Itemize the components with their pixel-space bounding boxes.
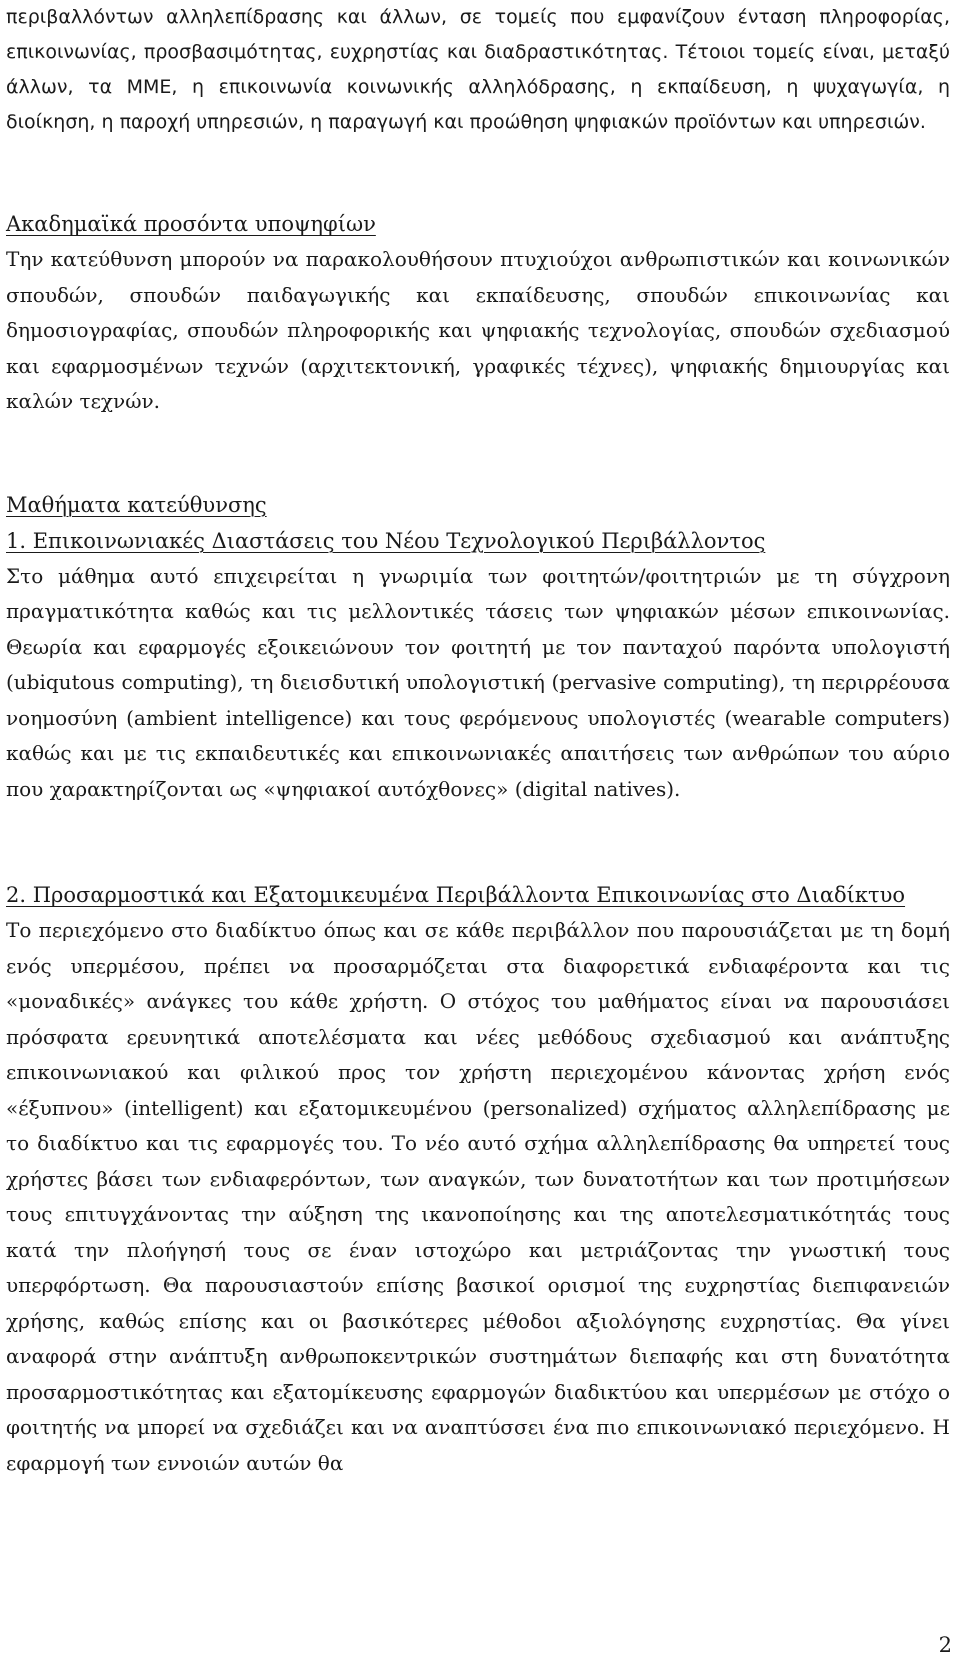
course-1-title: 1. Επικοινωνιακές Διαστάσεις του Νέου Τεχνολογικού Περιβάλλοντος: [6, 528, 766, 553]
page-number: 2: [938, 1633, 952, 1657]
spacer: [6, 140, 950, 206]
spacer: [6, 807, 950, 877]
course-2-title: 2. Προσαρμοστικά και Εξατομικευμένα Περιβάλλοντα Επικοινωνίας στο Διαδίκτυο: [6, 883, 906, 907]
course-1-paragraph: Στο μάθημα αυτό επιχειρείται η γνωριμία των φοιτητών/φοιτητριών με τη σύγχρονη πραγματικότητα καθώς και τις μελλοντικές τάσεις των ψηφιακών μέσων επικοινωνίας. Θεωρία και εφαρμογές εξοικειώνουν τον φοιτητή με τον πανταχού παρόντα υπολογιστή (ubiqutous computing), τη διεισδυτική υπολογιστική (pervasive computing), τη περιρρέουσα νοημοσύνη (ambient intelligence) και τους φερόμενους υπολογιστές (wearable computers) καθώς και με τις εκπαιδευτικές και επικοινωνιακές απαιτήσεις των ανθρώπων του αύριο που χαρακτηρίζονται ως «ψηφιακοί αυτόχθονες» (digital natives).: [6, 563, 950, 801]
course-2-paragraph: Το περιεχόμενο στο διαδίκτυο όπως και σε κάθε περιβάλλον που παρουσιάζεται με τη δομή ενός υπερμέσου, πρέπει να προσαρμόζεται στα διαφορετικά ενδιαφέροντα και τις «μοναδικές» ανάγκες του κάθε χρήστη. Ο στόχος του μαθήματος είναι να παρουσιάσει πρόσφατα ερευνητικά αποτελέσματα και νέες μεθόδους σχεδιασμού και ανάπτυξης επικοινωνιακού και φιλικού προς τον χρήστη περιεχομένου κάνοντας χρήση ενός «έξυπνου» (intelligent) και εξατομικευμένου (personalized) σχήματος αλληλεπίδρασης με το διαδίκτυο και τις εφαρμογές του. Το νέο αυτό σχήμα αλληλεπίδρασης θα υπηρετεί τους χρήστες βάσει των ενδιαφερόντων, των αναγκών, των δυνατοτήτων και των προτιμήσεων τους επιτυγχάνοντας την αύξηση της ικανοποίησης και της αποτελεσματικότητάς τους κατά την πλοήγησή τους σε έναν ιστοχώρο και μετριάζοντας την γνωστική τους υπερφόρτωση. Θα παρουσιαστούν επίσης βασικοί ορισμοί της ευχρηστίας διεπιφανειών χρήσης, καθώς επίσης και οι βασικότερες μέθοδοι αξιολόγησης ευχρηστίας. Θα γίνει αναφορά στην ανάπτυξη ανθρωποκεντρικών συστημάτων διεπαφής και στη δυνατότητα προσαρμοστικότητας και εξατομίκευσης εφαρμογών διαδικτύου και υπερμέσων με στόχο ο φοιτητής να μπορεί να σχεδιάζει και να αναπτύσσει ένα πιο επικοινωνιακό περιεχόμενο. Η εφαρμογή των εννοιών αυτών θα: [6, 918, 950, 1475]
courses-heading: Μαθήματα κατεύθυνσης: [6, 492, 267, 517]
spacer: [6, 420, 950, 487]
qualifications-heading: Ακαδημαϊκά προσόντα υποψηφίων: [6, 212, 376, 236]
qualifications-paragraph: Την κατεύθυνση μπορούν να παρακολουθήσουν πτυχιούχοι ανθρωπιστικών και κοινωνικών σπουδών, σπουδών παιδαγωγικής και εκπαίδευσης, σπουδών επικοινωνίας και δημοσιογραφίας, σπουδών πληροφορικής και ψηφιακής τεχνολογίας, σπουδών σχεδιασμού και εφαρμοσμένων τεχνών (αρχιτεκτονική, γραφικές τέχνες), ψηφιακής δημιουργίας και καλών τεχνών.: [6, 247, 950, 413]
document-page: [6, 0, 950, 1481]
intro-paragraph: περιβαλλόντων αλληλεπίδρασης και άλλων, σε τομείς που εμφανίζουν ένταση πληροφορίας, επικοινωνίας, προσβασιμότητας, ευχρηστίας και διαδραστικότητας. Τέτοιοι τομείς είναι, μεταξύ άλλων, τα ΜΜΕ, η επικοινωνία κοινωνικής αλληλόδρασης, η εκπαίδευση, η ψυχαγωγία, η διοίκηση, η παροχή υπηρεσιών, η παραγωγή και προώθηση ψηφιακών προϊόντων και υπηρεσιών.: [6, 6, 950, 133]
